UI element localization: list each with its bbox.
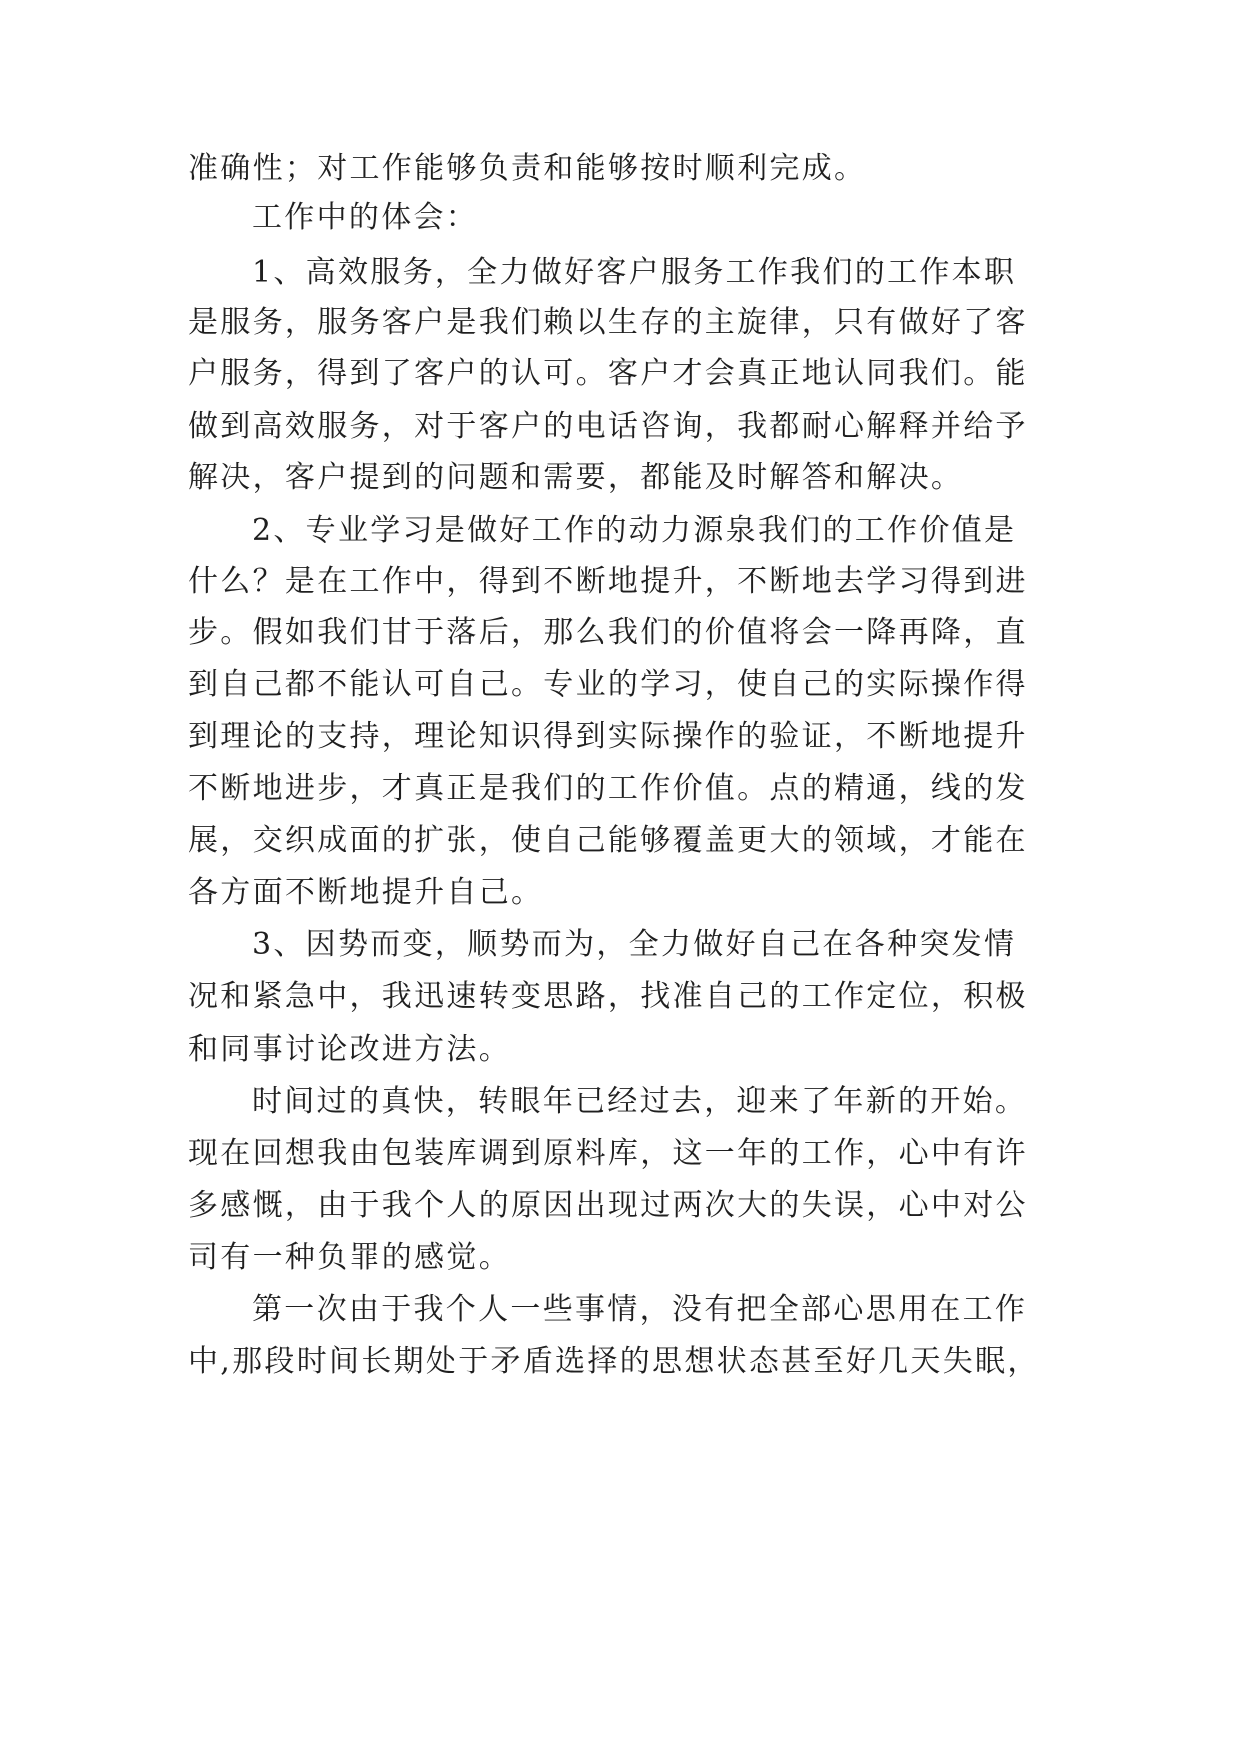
text-line: 准确性；对工作能够负责和能够按时顺利完成。 [188,151,867,186]
text-line: 多感慨，由于我个人的原因出现过两次大的失误，心中对公 [188,1188,1028,1223]
text-line: 况和紧急中，我迅速转变思路，找准自己的工作定位，积极 [188,979,1028,1014]
text-line: 3、因势而变，顺势而为，全力做好自己在各种突发情 [252,927,1017,962]
text-line: 到自己都不能认可自己。专业的学习，使自己的实际操作得 [188,667,1028,702]
text-line: 是服务，服务客户是我们赖以生存的主旋律，只有做好了客 [188,305,1028,340]
text-line: 时间过的真快，转眼年已经过去，迎来了年新的开始。 [252,1084,1028,1119]
text-line: 步。假如我们甘于落后，那么我们的价值将会一降再降，直 [188,615,1028,650]
text-line: 和同事讨论改进方法。 [188,1032,511,1067]
text-line: 解决，客户提到的问题和需要，都能及时解答和解决。 [188,460,964,495]
text-line: 司有一种负罪的感觉。 [188,1240,511,1275]
text-line: 做到高效服务，对于客户的电话咨询，我都耐心解释并给予 [188,409,1028,444]
text-line: 展，交织成面的扩张，使自己能够覆盖更大的领域，才能在 [188,823,1028,858]
text-line: 各方面不断地提升自己。 [188,875,544,910]
text-line: 第一次由于我个人一些事情，没有把全部心思用在工作 [252,1292,1028,1327]
text-line: 不断地进步，才真正是我们的工作价值。点的精通，线的发 [188,771,1028,806]
text-line: 到理论的支持，理论知识得到实际操作的验证，不断地提升 [188,719,1028,754]
text-line: 户服务，得到了客户的认可。客户才会真正地认同我们。能 [188,356,1028,391]
text-line: 什么？是在工作中，得到不断地提升，不断地去学习得到进 [188,564,1028,599]
text-line: 中,那段时间长期处于矛盾选择的思想状态甚至好几天失眠， [188,1344,1040,1379]
text-line: 2、专业学习是做好工作的动力源泉我们的工作价值是 [252,513,1017,548]
text-line: 现在回想我由包装库调到原料库，这一年的工作，心中有许 [188,1136,1028,1171]
text-line: 工作中的体会： [252,200,479,235]
text-line: 1、高效服务，全力做好客户服务工作我们的工作本职 [252,255,1017,290]
